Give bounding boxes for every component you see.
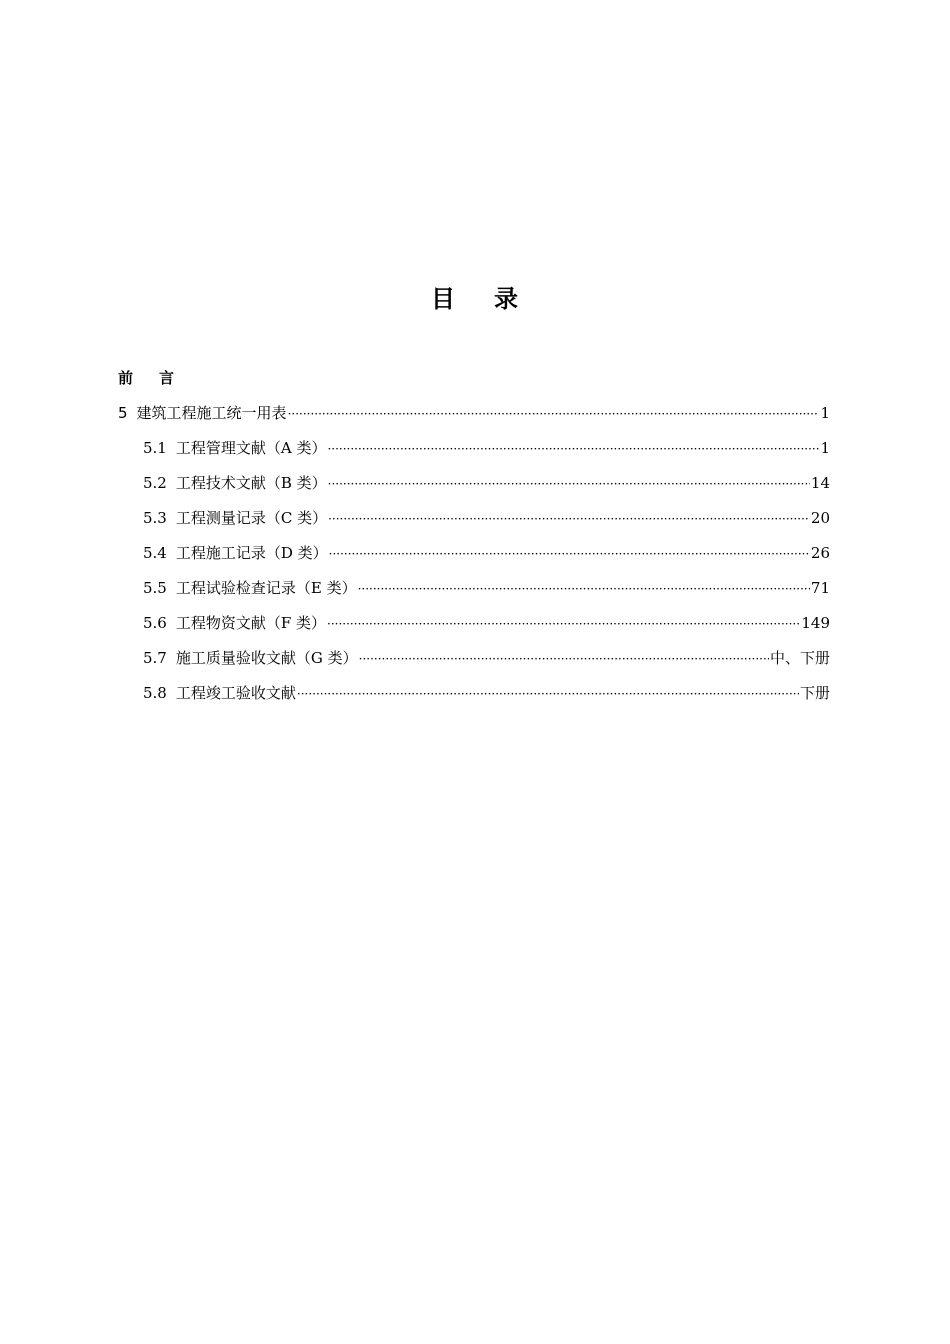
toc-section-5-8[interactable] <box>118 678 830 713</box>
section-number: 5.4 <box>143 544 167 562</box>
toc-section-5-3[interactable] <box>118 503 830 538</box>
table-of-contents <box>118 363 830 713</box>
dot-leader <box>328 503 810 534</box>
section-page: 149 <box>801 614 830 632</box>
dot-leader <box>329 538 810 569</box>
chapter-page: 1 <box>820 404 830 422</box>
section-page: 26 <box>810 544 830 562</box>
toc-section-5-4[interactable] <box>118 538 830 573</box>
section-page: 71 <box>810 579 830 597</box>
preface-char-1: 前 <box>118 369 134 387</box>
dot-leader <box>327 608 800 639</box>
page-title-char-1: 目 <box>431 285 456 313</box>
chapter-number: 5 <box>118 404 128 422</box>
dot-leader <box>288 398 820 429</box>
section-page: 14 <box>810 474 830 492</box>
section-page: 20 <box>810 509 830 527</box>
section-title: 工程物资文献（F 类） <box>175 614 327 632</box>
toc-preface[interactable] <box>118 363 830 398</box>
page-title-char-2: 录 <box>494 285 519 313</box>
section-title: 工程试验检查记录（E 类） <box>175 579 357 597</box>
dot-leader <box>359 643 769 674</box>
section-number: 5.5 <box>143 579 167 597</box>
section-number: 5.7 <box>143 649 167 667</box>
toc-section-5-6[interactable] <box>118 608 830 643</box>
section-title: 工程测量记录（C 类） <box>175 509 328 527</box>
toc-section-5-5[interactable] <box>118 573 830 608</box>
section-number: 5.8 <box>143 684 167 702</box>
toc-section-5-7[interactable] <box>118 643 830 678</box>
toc-section-5-2[interactable] <box>118 468 830 503</box>
dot-leader <box>328 468 810 499</box>
section-title: 工程竣工验收文献 <box>175 684 296 702</box>
section-page: 下册 <box>799 684 830 702</box>
section-title: 施工质量验收文献（G 类） <box>175 649 358 667</box>
section-title: 工程技术文献（B 类） <box>175 474 327 492</box>
section-number: 5.3 <box>143 509 167 527</box>
dot-leader <box>297 678 799 709</box>
dot-leader <box>358 573 810 604</box>
section-number: 5.2 <box>143 474 167 492</box>
toc-chapter-5[interactable] <box>118 398 830 433</box>
section-title: 工程管理文献（A 类） <box>175 439 327 457</box>
dot-leader <box>327 433 819 464</box>
toc-section-5-1[interactable] <box>118 433 830 468</box>
section-page: 1 <box>820 439 830 457</box>
preface-char-2: 言 <box>159 369 175 387</box>
section-number: 5.1 <box>143 439 167 457</box>
section-title: 工程施工记录（D 类） <box>175 544 328 562</box>
section-number: 5.6 <box>143 614 167 632</box>
page-title <box>0 282 950 316</box>
chapter-title: 建筑工程施工统一用表 <box>136 404 287 422</box>
section-page: 中、下册 <box>769 649 830 667</box>
